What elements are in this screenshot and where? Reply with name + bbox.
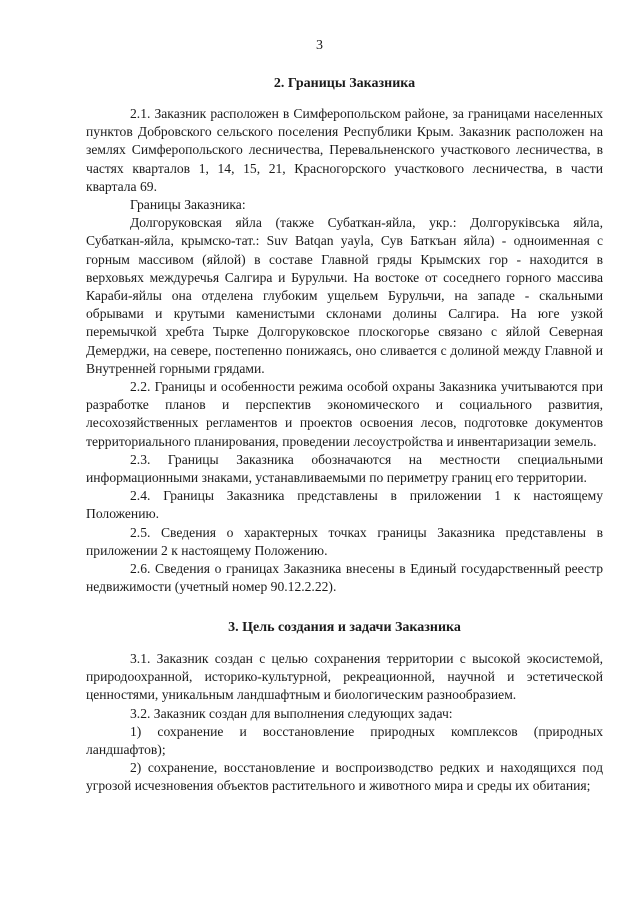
paragraph: 2) сохранение, восстановление и воспроизводство редких и находящихся под угрозой исчезновения объектов растительного и животного мира и среды их обитания; — [86, 760, 603, 794]
paragraph: Долгоруковская яйла (также Субаткан-яйла, укр.: Долгоруківська яйла, Субаткан-яйла, крымско-тат.: Suv Batqan yayla, Сув Баткъан яйла) - одноименная с горным массивом (яйлой) в составе Главной гряды Крымских гор - находится в верховьях междуречья Салгира и Бурульчи. На востоке от соседнего горного массива Караби-яйлы она отделена глубоким ущельем Бурульчи, на западе - скальными обрывами и крутыми каменистыми склонами долины Салгира. На юге узкой перемычкой хребта Тырке Долгоруковское плоскогорье связано с яйлой Северная Демерджи, на севере, постепенно понижаясь, оно сливается с долиной между Главной и Внутренней горными грядами. — [86, 215, 603, 376]
page-number: 3 — [316, 38, 323, 53]
paragraph: 2.2. Границы и особенности режима особой охраны Заказника учитываются при разработке планов и перспектив экономического и социального развития, лесохозяйственных регламентов и проектов освоения лесов, подготовке документов территориального планирования, проведении лесоустройства и инвентаризации земель. — [86, 379, 603, 449]
paragraph: 2.3. Границы Заказника обозначаются на местности специальными информационными знаками, устанавливаемыми по периметру границ его территории. — [86, 451, 603, 486]
section-3-body — [86, 650, 603, 796]
section-2-body — [86, 105, 603, 596]
paragraph: Границы Заказника: — [130, 197, 246, 213]
section-2-heading: 2. Границы Заказника — [273, 76, 416, 91]
paragraph: 2.5. Сведения о характерных точках границы Заказника представлены в приложении 2 к настоящему Положению. — [86, 524, 603, 558]
paragraph: 1) сохранение и восстановление природных комплексов (природных ландшафтов); — [86, 723, 603, 758]
paragraph: 2.4. Границы Заказника представлены в приложении 1 к настоящему Положению. — [86, 488, 603, 522]
paragraph: 2.1. Заказник расположен в Симферопольском районе, за границами населенных пунктов Добровского сельского поселения Республики Крым. Заказник расположен на землях Симферопольского лесничества, Перевальненского участкового лесничества, в частях кварталов 1, 14, 15, 21, Красногорского участкового лесничества, в части квартала 69. — [86, 106, 603, 194]
paragraph: 3.1. Заказник создан с целью сохранения территории с высокой экосистемой, природоохранной, историко-культурной, рекреационной, научной и эстетической ценностями, уникальным ландшафтным и биологическим разнообразием. — [86, 651, 603, 703]
section-3-heading: 3. Цель создания и задачи Заказника — [228, 620, 461, 635]
paragraph: 2.6. Сведения о границах Заказника внесены в Единый государственный реестр недвижимости (учетный номер 90.12.2.22). — [86, 561, 603, 595]
paragraph: 3.2. Заказник создан для выполнения следующих задач: — [130, 705, 453, 721]
